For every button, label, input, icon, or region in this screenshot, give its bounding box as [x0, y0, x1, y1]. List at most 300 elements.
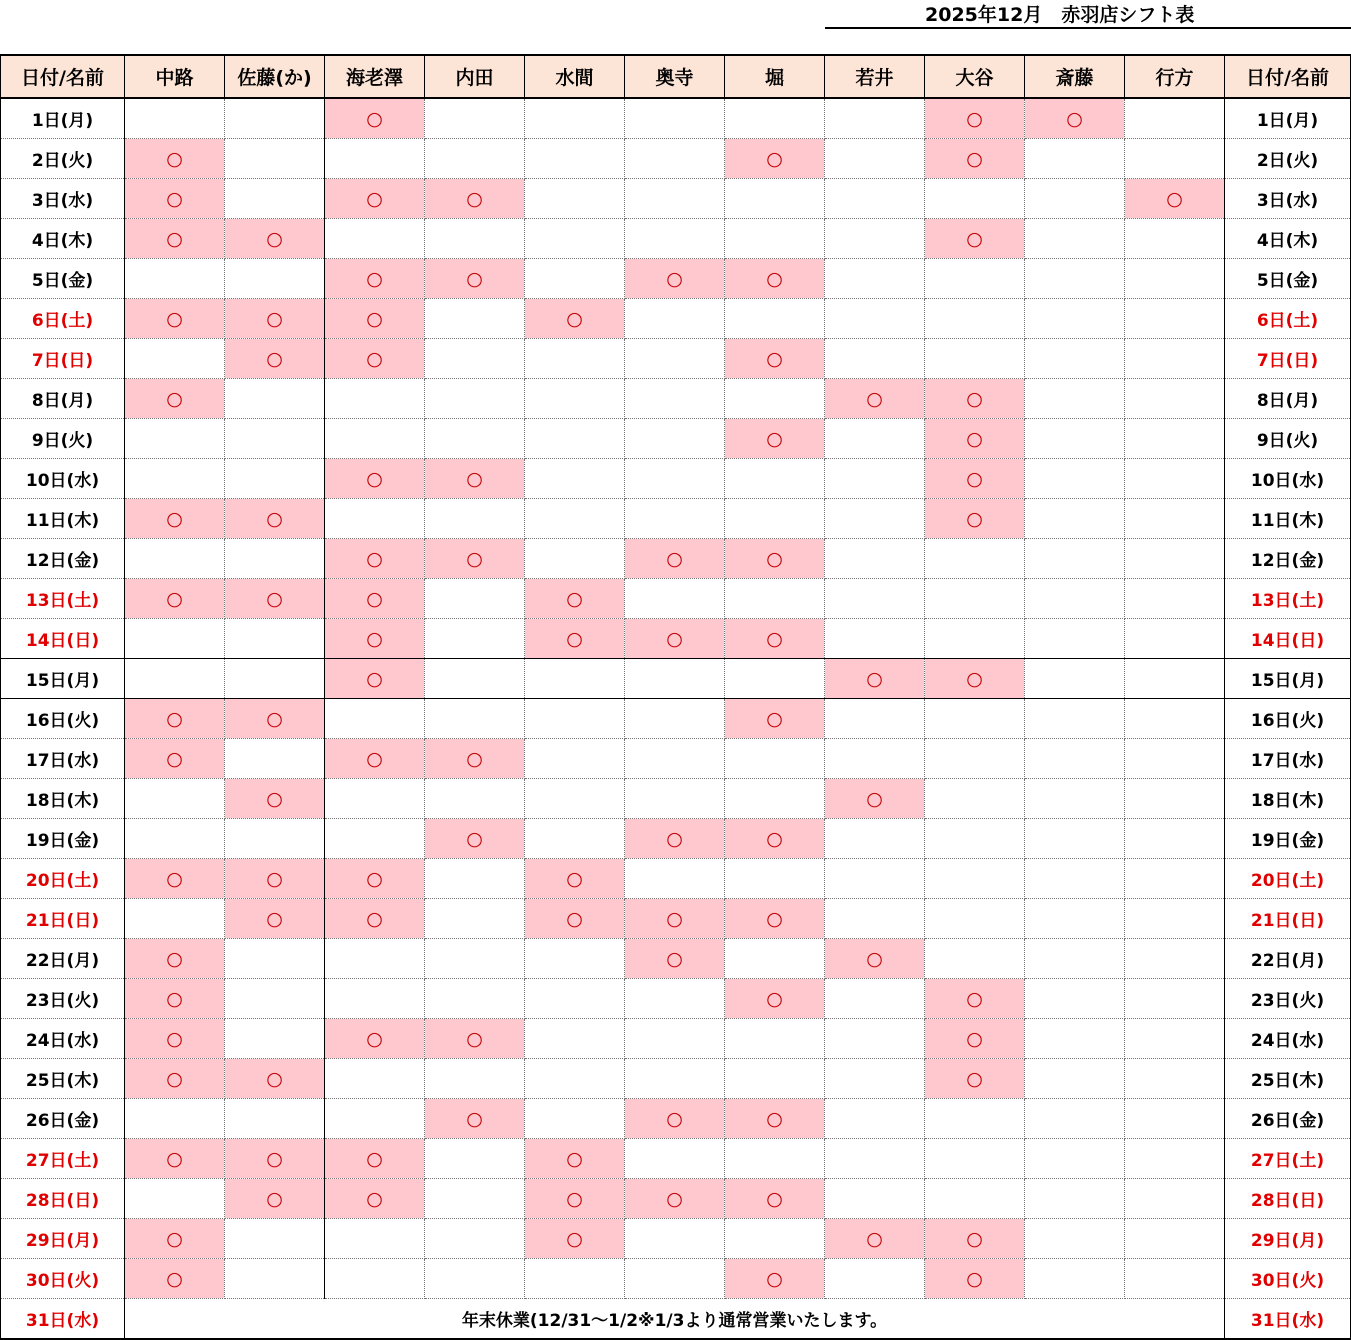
shift-mark: ○ [566, 1187, 583, 1210]
shift-cell [325, 939, 425, 979]
shift-mark: ○ [966, 987, 983, 1010]
shift-cell [125, 779, 225, 819]
shift-cell [1125, 859, 1225, 899]
shift-mark: ○ [366, 547, 383, 570]
shift-mark: ○ [766, 627, 783, 650]
shift-cell [425, 1019, 525, 1059]
shift-cell [1025, 259, 1125, 299]
shift-mark: ○ [766, 547, 783, 570]
shift-cell [1125, 819, 1225, 859]
shift-cell [625, 539, 725, 579]
date-cell: 29日(月) [1, 1219, 125, 1259]
shift-cell [925, 179, 1025, 219]
shift-cell [1025, 819, 1125, 859]
shift-mark: ○ [166, 147, 183, 170]
shift-row [1, 339, 1351, 379]
shift-mark: ○ [466, 547, 483, 570]
shift-cell [1025, 1139, 1125, 1179]
shift-cell [325, 659, 425, 699]
date-cell-right: 31日(水) [1225, 1299, 1351, 1340]
shift-cell [125, 259, 225, 299]
shift-mark: ○ [166, 187, 183, 210]
shift-mark: ○ [266, 707, 283, 730]
shift-cell [825, 1179, 925, 1219]
shift-cell [925, 139, 1025, 179]
shift-mark: ○ [666, 907, 683, 930]
date-cell: 4日(木) [1, 219, 125, 259]
shift-cell [1025, 699, 1125, 739]
shift-cell [525, 899, 625, 939]
shift-cell [425, 859, 525, 899]
header-staff-name: 堀 [725, 55, 825, 98]
shift-row [1, 98, 1351, 139]
shift-cell [425, 1059, 525, 1099]
shift-cell [225, 1179, 325, 1219]
shift-cell [725, 1179, 825, 1219]
date-cell: 28日(日) [1, 1179, 125, 1219]
shift-cell [1125, 179, 1225, 219]
shift-cell [225, 979, 325, 1019]
shift-cell [125, 539, 225, 579]
shift-cell [1125, 1259, 1225, 1299]
shift-cell [725, 819, 825, 859]
date-cell-right: 8日(月) [1225, 379, 1351, 419]
shift-mark: ○ [166, 867, 183, 890]
shift-mark: ○ [166, 1147, 183, 1170]
shift-cell [1125, 1219, 1225, 1259]
shift-cell [425, 379, 525, 419]
shift-cell [825, 659, 925, 699]
shift-mark: ○ [166, 1227, 183, 1250]
shift-mark: ○ [566, 587, 583, 610]
shift-cell [425, 899, 525, 939]
shift-cell [925, 1059, 1025, 1099]
shift-mark: ○ [166, 307, 183, 330]
date-cell: 27日(土) [1, 1139, 125, 1179]
shift-cell [725, 779, 825, 819]
shift-cell [325, 979, 425, 1019]
shift-cell [125, 939, 225, 979]
shift-cell [225, 299, 325, 339]
shift-cell [325, 739, 425, 779]
date-cell-right: 5日(金) [1225, 259, 1351, 299]
shift-mark: ○ [366, 307, 383, 330]
shift-cell [1025, 499, 1125, 539]
shift-cell [725, 619, 825, 659]
closing-note: 年末休業(12/31～1/2※1/3より通常営業いたします。 [125, 1299, 1225, 1340]
shift-cell [625, 579, 725, 619]
shift-cell [125, 739, 225, 779]
shift-cell [425, 219, 525, 259]
shift-cell [225, 659, 325, 699]
shift-cell [325, 499, 425, 539]
shift-cell [725, 579, 825, 619]
shift-cell [325, 339, 425, 379]
shift-cell [325, 98, 425, 139]
shift-cell [1125, 139, 1225, 179]
shift-mark: ○ [166, 587, 183, 610]
shift-cell [325, 1099, 425, 1139]
shift-mark: ○ [466, 1107, 483, 1130]
shift-mark: ○ [366, 867, 383, 890]
date-cell: 11日(木) [1, 499, 125, 539]
shift-mark: ○ [166, 227, 183, 250]
date-cell: 16日(火) [1, 699, 125, 739]
shift-cell [625, 979, 725, 1019]
shift-cell [725, 1259, 825, 1299]
shift-cell [1025, 739, 1125, 779]
shift-cell [1025, 859, 1125, 899]
date-cell-right: 17日(水) [1225, 739, 1351, 779]
shift-mark: ○ [966, 227, 983, 250]
date-cell: 23日(火) [1, 979, 125, 1019]
date-cell-right: 15日(月) [1225, 659, 1351, 699]
shift-cell [325, 139, 425, 179]
shift-cell [125, 419, 225, 459]
shift-mark: ○ [966, 1227, 983, 1250]
shift-mark: ○ [166, 947, 183, 970]
shift-mark: ○ [466, 827, 483, 850]
shift-cell [625, 299, 725, 339]
shift-cell [825, 619, 925, 659]
shift-cell [325, 1019, 425, 1059]
shift-cell [925, 779, 1025, 819]
shift-cell [425, 699, 525, 739]
shift-cell [725, 699, 825, 739]
date-cell-right: 28日(日) [1225, 1179, 1351, 1219]
shift-row [1, 859, 1351, 899]
shift-cell [925, 1219, 1025, 1259]
date-cell-right: 20日(土) [1225, 859, 1351, 899]
shift-cell [1125, 419, 1225, 459]
shift-cell [825, 259, 925, 299]
shift-cell [1125, 379, 1225, 419]
header-staff-name: 行方 [1125, 55, 1225, 98]
shift-mark: ○ [166, 1027, 183, 1050]
shift-cell [625, 1219, 725, 1259]
shift-cell [825, 139, 925, 179]
shift-mark: ○ [366, 747, 383, 770]
shift-row [1, 539, 1351, 579]
date-cell: 10日(水) [1, 459, 125, 499]
shift-cell [1025, 1179, 1125, 1219]
shift-cell [925, 1139, 1025, 1179]
date-cell-right: 14日(日) [1225, 619, 1351, 659]
shift-cell [325, 1059, 425, 1099]
shift-cell [825, 819, 925, 859]
shift-mark: ○ [366, 907, 383, 930]
shift-cell [425, 1179, 525, 1219]
shift-cell [625, 179, 725, 219]
shift-row [1, 459, 1351, 499]
shift-cell [225, 739, 325, 779]
shift-mark: ○ [366, 107, 383, 130]
shift-cell [125, 859, 225, 899]
shift-cell [725, 98, 825, 139]
shift-row [1, 739, 1351, 779]
shift-cell [325, 619, 425, 659]
shift-row [1, 1019, 1351, 1059]
date-cell-right: 16日(火) [1225, 699, 1351, 739]
shift-row [1, 179, 1351, 219]
shift-cell [825, 419, 925, 459]
shift-cell [225, 499, 325, 539]
shift-cell [525, 699, 625, 739]
shift-mark: ○ [466, 747, 483, 770]
shift-cell [225, 219, 325, 259]
shift-cell [125, 619, 225, 659]
date-cell-right: 4日(木) [1225, 219, 1351, 259]
shift-cell [1125, 1139, 1225, 1179]
shift-cell [1025, 1259, 1125, 1299]
shift-cell [1025, 1059, 1125, 1099]
shift-mark: ○ [766, 1267, 783, 1290]
shift-mark: ○ [166, 987, 183, 1010]
shift-cell [425, 459, 525, 499]
shift-cell [725, 219, 825, 259]
shift-cell [925, 819, 1025, 859]
shift-cell [825, 859, 925, 899]
date-cell: 9日(火) [1, 419, 125, 459]
shift-cell [725, 1139, 825, 1179]
shift-cell [725, 139, 825, 179]
date-cell: 2日(火) [1, 139, 125, 179]
shift-cell [225, 459, 325, 499]
shift-cell [225, 339, 325, 379]
shift-cell [425, 619, 525, 659]
shift-cell [525, 859, 625, 899]
date-cell-right: 19日(金) [1225, 819, 1351, 859]
shift-cell [825, 939, 925, 979]
header-staff-name: 中路 [125, 55, 225, 98]
date-cell: 18日(木) [1, 779, 125, 819]
shift-cell [425, 419, 525, 459]
shift-cell [725, 419, 825, 459]
shift-cell [725, 379, 825, 419]
shift-mark: ○ [666, 627, 683, 650]
shift-cell [1125, 619, 1225, 659]
shift-row [1, 579, 1351, 619]
date-cell-right: 3日(水) [1225, 179, 1351, 219]
shift-mark: ○ [766, 347, 783, 370]
shift-mark: ○ [266, 867, 283, 890]
shift-cell [825, 699, 925, 739]
shift-table-body [1, 98, 1351, 1339]
shift-mark: ○ [666, 827, 683, 850]
shift-mark: ○ [566, 627, 583, 650]
shift-cell [225, 1219, 325, 1259]
shift-cell [525, 819, 625, 859]
shift-cell [225, 98, 325, 139]
shift-row [1, 779, 1351, 819]
shift-mark: ○ [266, 227, 283, 250]
shift-cell [925, 1099, 1025, 1139]
shift-row [1, 1259, 1351, 1299]
shift-cell [225, 1259, 325, 1299]
shift-mark: ○ [766, 707, 783, 730]
shift-cell [725, 739, 825, 779]
shift-cell [725, 1219, 825, 1259]
shift-cell [1125, 739, 1225, 779]
shift-cell [425, 819, 525, 859]
date-cell-right: 6日(土) [1225, 299, 1351, 339]
date-cell: 13日(土) [1, 579, 125, 619]
shift-cell [825, 219, 925, 259]
shift-mark: ○ [466, 187, 483, 210]
header-date-label: 日付/名前 [1, 55, 125, 98]
shift-cell [125, 899, 225, 939]
date-cell-right: 18日(木) [1225, 779, 1351, 819]
date-cell: 26日(金) [1, 1099, 125, 1139]
shift-cell [1125, 579, 1225, 619]
shift-cell [525, 499, 625, 539]
shift-cell [225, 1019, 325, 1059]
shift-cell [625, 219, 725, 259]
shift-cell [725, 539, 825, 579]
shift-row [1, 379, 1351, 419]
shift-cell [325, 219, 425, 259]
shift-cell [725, 1019, 825, 1059]
date-cell-right: 12日(金) [1225, 539, 1351, 579]
shift-cell [725, 1099, 825, 1139]
shift-cell [625, 899, 725, 939]
shift-cell [925, 339, 1025, 379]
shift-cell [225, 819, 325, 859]
shift-cell [325, 259, 425, 299]
shift-mark: ○ [366, 347, 383, 370]
shift-cell [825, 899, 925, 939]
shift-cell [1125, 299, 1225, 339]
shift-cell [825, 98, 925, 139]
shift-cell [425, 499, 525, 539]
shift-mark: ○ [566, 1147, 583, 1170]
shift-mark: ○ [766, 1107, 783, 1130]
shift-cell [825, 979, 925, 1019]
shift-mark: ○ [166, 707, 183, 730]
shift-mark: ○ [566, 907, 583, 930]
shift-cell [525, 459, 625, 499]
shift-cell [525, 419, 625, 459]
shift-cell [625, 98, 725, 139]
shift-mark: ○ [966, 107, 983, 130]
shift-cell [425, 1259, 525, 1299]
shift-cell [925, 1259, 1025, 1299]
shift-cell [125, 98, 225, 139]
shift-mark: ○ [266, 307, 283, 330]
shift-cell [925, 459, 1025, 499]
shift-cell [525, 379, 625, 419]
date-cell-right: 7日(日) [1225, 339, 1351, 379]
shift-mark: ○ [366, 1187, 383, 1210]
shift-cell [625, 1139, 725, 1179]
date-cell: 12日(金) [1, 539, 125, 579]
shift-mark: ○ [266, 787, 283, 810]
shift-cell [525, 299, 625, 339]
shift-cell [1125, 979, 1225, 1019]
shift-cell [325, 539, 425, 579]
shift-cell [725, 979, 825, 1019]
shift-cell [725, 459, 825, 499]
shift-cell [925, 1179, 1025, 1219]
shift-mark: ○ [466, 1027, 483, 1050]
shift-mark: ○ [766, 1187, 783, 1210]
shift-cell [925, 1019, 1025, 1059]
shift-cell [425, 98, 525, 139]
shift-mark: ○ [166, 1267, 183, 1290]
date-cell-right: 29日(月) [1225, 1219, 1351, 1259]
shift-mark: ○ [766, 267, 783, 290]
shift-cell [825, 539, 925, 579]
shift-cell [625, 419, 725, 459]
shift-cell [225, 1139, 325, 1179]
shift-cell [1125, 98, 1225, 139]
shift-cell [125, 1219, 225, 1259]
shift-mark: ○ [966, 387, 983, 410]
shift-row [1, 819, 1351, 859]
title-underline [825, 4, 1351, 29]
shift-cell [825, 1099, 925, 1139]
shift-cell [425, 259, 525, 299]
date-cell: 8日(月) [1, 379, 125, 419]
shift-cell [825, 299, 925, 339]
shift-cell [925, 499, 1025, 539]
shift-cell [625, 339, 725, 379]
shift-cell [325, 899, 425, 939]
shift-mark: ○ [366, 1147, 383, 1170]
shift-cell [125, 579, 225, 619]
shift-cell [825, 779, 925, 819]
shift-cell [825, 459, 925, 499]
shift-cell [625, 939, 725, 979]
shift-row [1, 619, 1351, 659]
shift-mark: ○ [166, 507, 183, 530]
date-cell-right: 10日(水) [1225, 459, 1351, 499]
shift-cell [1025, 1099, 1125, 1139]
shift-cell [525, 339, 625, 379]
shift-mark: ○ [266, 1067, 283, 1090]
shift-cell [925, 979, 1025, 1019]
date-cell-right: 27日(土) [1225, 1139, 1351, 1179]
date-cell-right: 9日(火) [1225, 419, 1351, 459]
shift-mark: ○ [266, 587, 283, 610]
shift-cell [525, 1019, 625, 1059]
shift-cell [325, 459, 425, 499]
shift-cell [125, 139, 225, 179]
shift-cell [825, 579, 925, 619]
shift-cell [225, 1099, 325, 1139]
shift-cell [1125, 499, 1225, 539]
shift-cell [525, 219, 625, 259]
shift-cell [925, 299, 1025, 339]
shift-cell [425, 979, 525, 1019]
shift-cell [125, 659, 225, 699]
shift-cell [225, 699, 325, 739]
shift-cell [225, 579, 325, 619]
shift-mark: ○ [766, 147, 783, 170]
shift-cell [1025, 1019, 1125, 1059]
shift-cell [925, 539, 1025, 579]
date-cell: 7日(日) [1, 339, 125, 379]
shift-cell [625, 1179, 725, 1219]
shift-mark: ○ [666, 947, 683, 970]
shift-row [1, 659, 1351, 699]
shift-cell [1025, 419, 1125, 459]
header-staff-name: 若井 [825, 55, 925, 98]
shift-cell [925, 739, 1025, 779]
shift-cell [925, 98, 1025, 139]
shift-cell [625, 739, 725, 779]
date-cell-right: 23日(火) [1225, 979, 1351, 1019]
